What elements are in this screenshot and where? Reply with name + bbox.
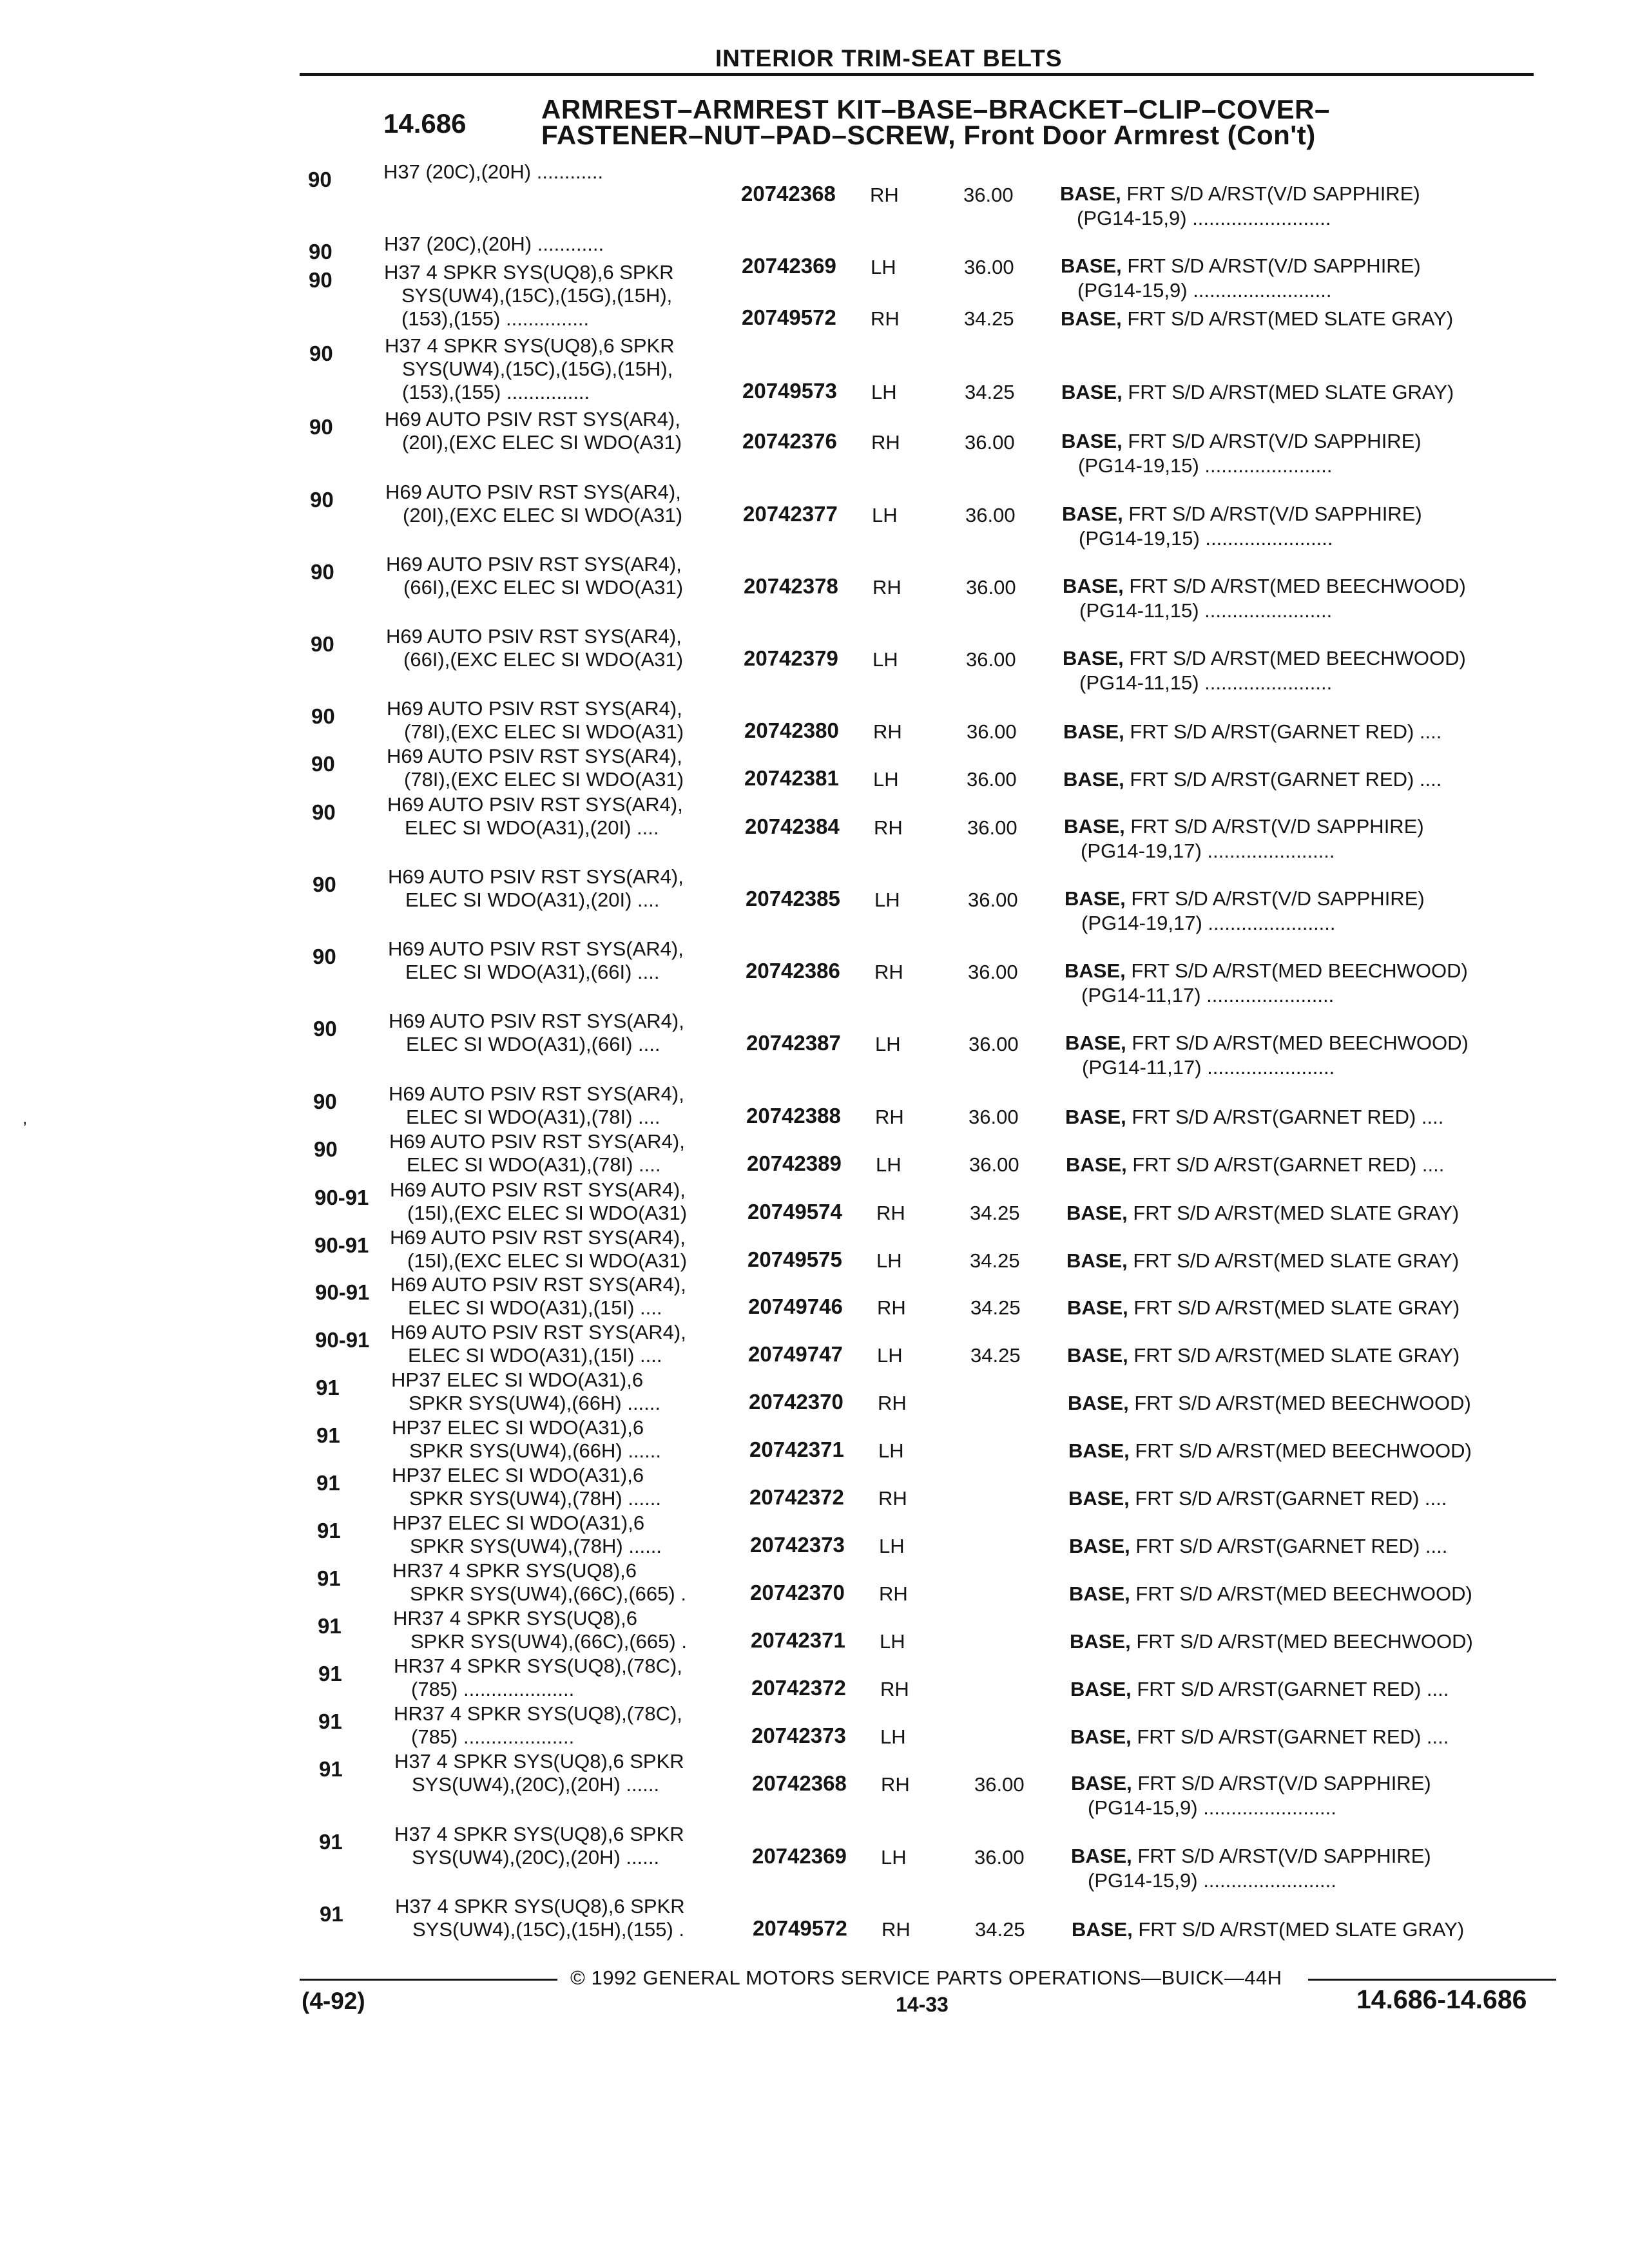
model-year: 91 — [319, 1830, 343, 1854]
side-code: LH — [871, 256, 896, 278]
model-year: 90 — [309, 341, 333, 365]
part-number: 20742373 — [750, 1533, 845, 1557]
part-name-rest: FRT S/D A/RST(V/D SAPPHIRE) — [1125, 887, 1425, 910]
part-name-rest: FRT S/D A/RST(MED SLATE GRAY) — [1122, 381, 1454, 403]
usage-line-1: H69 AUTO PSIV RST SYS(AR4), — [389, 1130, 685, 1153]
part-name-bold: BASE, — [1067, 1296, 1128, 1319]
model-year: 90 — [311, 560, 334, 584]
part-name-bold: BASE, — [1065, 887, 1126, 910]
part-name-rest: FRT S/D A/RST(MED BEECHWOOD) — [1126, 1032, 1469, 1054]
usage-line-2: SYS(UW4),(15C),(15G),(15H), — [401, 284, 673, 307]
part-name-rest: FRT S/D A/RST(MED BEECHWOOD) — [1128, 1392, 1471, 1414]
usage-line-2: (78I),(EXC ELEC SI WDO(A31) — [404, 720, 684, 743]
part-name-rest: FRT S/D A/RST(V/D SAPPHIRE) — [1123, 503, 1422, 525]
part-name-rest: FRT S/D A/RST(GARNET RED) .... — [1131, 1725, 1449, 1748]
part-name-bold: BASE, — [1063, 647, 1124, 669]
part-number: 20742381 — [744, 766, 839, 790]
model-year: 90 — [309, 240, 333, 264]
part-description — [1070, 1629, 1473, 1654]
side-code: RH — [881, 1773, 910, 1796]
usage-line-1: HR37 4 SPKR SYS(UQ8),(78C), — [394, 1702, 682, 1725]
usage-line-2: SPKR SYS(UW4),(66C),(665) . — [410, 1582, 686, 1605]
part-name-bold: BASE, — [1063, 720, 1124, 743]
side-code: LH — [873, 768, 899, 791]
price: 36.00 — [969, 1106, 1019, 1128]
side-code: RH — [870, 184, 899, 206]
model-year: 90 — [311, 704, 335, 728]
part-name-bold: BASE, — [1068, 1487, 1130, 1510]
model-year: 90-91 — [314, 1233, 369, 1257]
side-code: LH — [878, 1439, 904, 1462]
part-name-bold: BASE, — [1060, 182, 1121, 205]
part-name-rest: FRT S/D A/RST(MED BEECHWOOD) — [1125, 959, 1468, 982]
usage-line-2: ELEC SI WDO(A31),(20I) .... — [405, 816, 659, 839]
footer-date-code: (4-92) — [302, 1988, 365, 2014]
part-name-bold: BASE, — [1064, 815, 1125, 838]
usage-line-2: SYS(UW4),(15C),(15G),(15H), — [402, 358, 673, 380]
part-name-rest: FRT S/D A/RST(V/D SAPPHIRE) — [1132, 1772, 1431, 1794]
model-year: 90 — [313, 872, 336, 896]
model-year: 90-91 — [315, 1328, 370, 1352]
usage-line-1: H69 AUTO PSIV RST SYS(AR4), — [390, 1321, 686, 1343]
side-code: LH — [880, 1725, 906, 1748]
usage-line-2: SPKR SYS(UW4),(66H) ...... — [409, 1392, 661, 1414]
price: 36.00 — [968, 889, 1018, 911]
part-name-bold: BASE, — [1068, 1392, 1129, 1414]
price: 36.00 — [966, 648, 1016, 671]
price: 34.25 — [970, 1249, 1020, 1272]
part-name-bold: BASE, — [1065, 959, 1126, 982]
page-title: INTERIOR TRIM-SEAT BELTS — [715, 45, 1063, 72]
side-code: LH — [877, 1344, 903, 1367]
price: 34.25 — [965, 381, 1015, 403]
model-year: 90 — [313, 1090, 337, 1113]
side-code: RH — [879, 1582, 908, 1605]
page-reference: (PG14-19,15) ....................... — [1078, 454, 1333, 477]
page-reference: (PG14-11,15) ....................... — [1079, 599, 1333, 622]
part-description — [1061, 307, 1453, 331]
part-name-bold: BASE, — [1065, 1032, 1126, 1054]
part-number: 20742371 — [751, 1628, 845, 1652]
part-name-rest: FRT S/D A/RST(V/D SAPPHIRE) — [1121, 255, 1421, 277]
model-year: 90-91 — [315, 1280, 370, 1304]
model-year: 91 — [318, 1662, 342, 1686]
part-description — [1068, 1486, 1447, 1511]
usage-line-2: (20I),(EXC ELEC SI WDO(A31) — [402, 431, 682, 454]
model-year: 90-91 — [314, 1186, 369, 1209]
usage-line-1: H37 4 SPKR SYS(UQ8),6 SPKR — [384, 261, 674, 284]
section-title-line2: FASTENER–NUT–PAD–SCREW, Front Door Armrest (Con't) — [541, 120, 1316, 150]
part-description — [1063, 574, 1466, 623]
part-description — [1069, 1534, 1447, 1559]
side-code: LH — [880, 1630, 905, 1653]
part-description — [1067, 1296, 1460, 1320]
page-reference: (PG14-11,15) ....................... — [1079, 671, 1333, 694]
page-reference: (PG14-11,17) ....................... — [1082, 1056, 1335, 1079]
price: 36.00 — [964, 256, 1014, 278]
model-year: 90 — [312, 800, 336, 824]
usage-line-1: HP37 ELEC SI WDO(A31),6 — [392, 1416, 644, 1439]
side-code: RH — [874, 961, 903, 983]
price: 34.25 — [970, 1296, 1021, 1319]
usage-line-1: HR37 4 SPKR SYS(UQ8),6 — [393, 1607, 638, 1629]
usage-line-1: H37 4 SPKR SYS(UQ8),6 SPKR — [395, 1895, 685, 1917]
part-name-bold: BASE, — [1072, 1918, 1133, 1941]
part-number: 20742368 — [752, 1771, 847, 1795]
price: 36.00 — [967, 720, 1017, 743]
usage-line-1: H69 AUTO PSIV RST SYS(AR4), — [390, 1178, 686, 1201]
model-year: 90 — [311, 752, 335, 776]
side-code: RH — [871, 307, 900, 330]
price: 36.00 — [967, 816, 1017, 839]
part-name-rest: FRT S/D A/RST(MED BEECHWOOD) — [1130, 1630, 1473, 1653]
part-number: 20742371 — [749, 1437, 844, 1461]
model-year: 90 — [309, 268, 333, 292]
model-year: 91 — [318, 1709, 342, 1733]
side-code: LH — [876, 1249, 902, 1272]
usage-line-1: H69 AUTO PSIV RST SYS(AR4), — [385, 481, 681, 503]
part-number: 20742379 — [744, 646, 838, 670]
part-description — [1063, 646, 1466, 695]
part-name-bold: BASE, — [1071, 1772, 1132, 1794]
page-reference: (PG14-15,9) ......................... — [1077, 207, 1331, 229]
part-name-rest: FRT S/D A/RST(MED BEECHWOOD) — [1123, 647, 1466, 669]
side-code: RH — [871, 431, 900, 454]
part-number: 20742370 — [750, 1581, 845, 1604]
part-name-bold: BASE, — [1061, 381, 1123, 403]
usage-line-1: HP37 ELEC SI WDO(A31),6 — [391, 1369, 644, 1391]
part-number: 20742370 — [749, 1390, 843, 1414]
usage-line-2: (15I),(EXC ELEC SI WDO(A31) — [407, 1249, 688, 1272]
side-code: RH — [876, 1202, 905, 1224]
price: 36.00 — [965, 504, 1016, 526]
scan-mark: , — [23, 1108, 28, 1128]
model-year: 91 — [318, 1614, 342, 1638]
usage-line-1: H37 (20C),(20H) ............ — [384, 233, 604, 255]
price: 36.00 — [967, 768, 1017, 791]
part-name-bold: BASE, — [1067, 1344, 1128, 1367]
part-number: 20742389 — [747, 1151, 842, 1175]
model-year: 90 — [313, 945, 336, 968]
part-name-rest: FRT S/D A/RST(MED SLATE GRAY) — [1121, 307, 1454, 330]
usage-line-1: H69 AUTO PSIV RST SYS(AR4), — [387, 745, 682, 767]
part-name-rest: FRT S/D A/RST(GARNET RED) .... — [1129, 1487, 1447, 1510]
usage-line-3: (153),(155) ............... — [402, 381, 590, 403]
side-code: RH — [874, 816, 903, 839]
usage-line-1: H69 AUTO PSIV RST SYS(AR4), — [386, 625, 682, 648]
model-year: 90 — [311, 632, 334, 656]
footer-section-range: 14.686-14.686 — [1356, 1984, 1527, 2014]
usage-line-2: ELEC SI WDO(A31),(20I) .... — [405, 889, 660, 911]
usage-line-2: (15I),(EXC ELEC SI WDO(A31) — [407, 1202, 688, 1224]
part-number: 20749572 — [753, 1916, 847, 1940]
part-number: 20742369 — [752, 1844, 847, 1868]
part-number: 20749572 — [742, 305, 836, 329]
usage-line-2: (78I),(EXC ELEC SI WDO(A31) — [404, 768, 684, 791]
price: 36.00 — [968, 961, 1018, 983]
side-code: RH — [878, 1487, 907, 1510]
part-name-rest: FRT S/D A/RST(MED SLATE GRAY) — [1128, 1344, 1460, 1367]
model-year: 91 — [320, 1902, 343, 1926]
part-name-bold: BASE, — [1061, 255, 1122, 277]
side-code: LH — [874, 889, 900, 911]
usage-line-1: H37 4 SPKR SYS(UQ8),6 SPKR — [394, 1823, 684, 1845]
side-code: LH — [876, 1153, 901, 1176]
part-name-rest: FRT S/D A/RST(V/D SAPPHIRE) — [1122, 430, 1422, 452]
section-number: 14.686 — [383, 108, 467, 139]
usage-line-2: (66I),(EXC ELEC SI WDO(A31) — [403, 576, 684, 599]
price: 36.00 — [969, 1033, 1019, 1055]
part-name-bold: BASE, — [1063, 575, 1124, 597]
part-name-bold: BASE, — [1069, 1582, 1130, 1605]
usage-line-2: SPKR SYS(UW4),(78H) ...... — [410, 1535, 662, 1557]
usage-line-1: H37 4 SPKR SYS(UQ8),6 SPKR — [385, 334, 675, 357]
part-name-rest: FRT S/D A/RST(MED SLATE GRAY) — [1128, 1296, 1460, 1319]
usage-line-1: HP37 ELEC SI WDO(A31),6 — [392, 1464, 644, 1486]
header-rule — [300, 73, 1534, 76]
price: 36.00 — [965, 431, 1015, 454]
side-code: LH — [872, 648, 898, 671]
part-name-rest: FRT S/D A/RST(MED BEECHWOOD) — [1130, 1582, 1472, 1605]
part-name-rest: FRT S/D A/RST(GARNET RED) .... — [1130, 1535, 1448, 1557]
usage-line-1: H69 AUTO PSIV RST SYS(AR4), — [390, 1273, 686, 1296]
usage-line-1: H69 AUTO PSIV RST SYS(AR4), — [385, 408, 680, 430]
price: 36.00 — [966, 576, 1016, 599]
side-code: RH — [880, 1678, 909, 1700]
side-code: RH — [872, 576, 901, 599]
part-name-bold: BASE, — [1066, 1153, 1127, 1176]
part-number: 20742372 — [749, 1485, 844, 1509]
part-number: 20749575 — [747, 1247, 842, 1271]
part-description — [1068, 1439, 1472, 1463]
part-description — [1060, 182, 1420, 231]
part-description — [1061, 429, 1422, 478]
usage-line-2: SPKR SYS(UW4),(66H) ...... — [409, 1439, 662, 1462]
part-number: 20742387 — [746, 1031, 841, 1055]
part-name-rest: FRT S/D A/RST(MED SLATE GRAY) — [1132, 1918, 1465, 1941]
part-number: 20742368 — [741, 182, 836, 206]
price: 36.00 — [969, 1153, 1019, 1176]
part-description — [1064, 814, 1424, 863]
part-name-rest: FRT S/D A/RST(GARNET RED) .... — [1126, 1153, 1445, 1176]
part-description — [1069, 1582, 1472, 1606]
part-number: 20742385 — [746, 887, 840, 910]
part-name-rest: FRT S/D A/RST(MED BEECHWOOD) — [1129, 1439, 1472, 1462]
part-description — [1065, 959, 1468, 1008]
page-reference: (PG14-19,15) ....................... — [1079, 527, 1333, 550]
footer-page-number: 14-33 — [896, 1993, 949, 2016]
part-name-rest: FRT S/D A/RST(MED SLATE GRAY) — [1127, 1249, 1460, 1272]
part-description — [1071, 1771, 1431, 1820]
usage-line-2: SPKR SYS(UW4),(78H) ...... — [409, 1487, 662, 1510]
part-name-bold: BASE, — [1066, 1249, 1128, 1272]
footer-rule-left — [300, 1979, 557, 1981]
part-description — [1061, 254, 1421, 303]
usage-line-2: (785) .................... — [411, 1725, 575, 1748]
side-code: LH — [879, 1535, 905, 1557]
page-reference: (PG14-15,9) ......................... — [1077, 279, 1332, 302]
part-name-rest: FRT S/D A/RST(GARNET RED) .... — [1124, 720, 1442, 743]
usage-line-3: (153),(155) ............... — [401, 307, 590, 330]
usage-line-1: H37 (20C),(20H) ............ — [383, 160, 604, 183]
model-year: 90 — [313, 1017, 337, 1041]
usage-line-1: H69 AUTO PSIV RST SYS(AR4), — [387, 697, 682, 720]
usage-line-2: (20I),(EXC ELEC SI WDO(A31) — [403, 504, 683, 526]
part-description — [1070, 1725, 1449, 1749]
usage-line-1: HR37 4 SPKR SYS(UQ8),(78C), — [394, 1655, 682, 1677]
side-code: RH — [875, 1106, 904, 1128]
usage-line-1: H69 AUTO PSIV RST SYS(AR4), — [389, 1082, 684, 1105]
price: 34.25 — [970, 1344, 1021, 1367]
part-description — [1070, 1677, 1449, 1702]
model-year: 91 — [316, 1423, 340, 1447]
page-reference: (PG14-19,17) ....................... — [1081, 912, 1336, 934]
side-code: RH — [882, 1918, 911, 1941]
side-code: LH — [881, 1846, 907, 1869]
part-description — [1067, 1343, 1460, 1368]
usage-line-2: SPKR SYS(UW4),(66C),(665) . — [410, 1630, 687, 1653]
part-name-bold: BASE, — [1061, 430, 1123, 452]
part-name-bold: BASE, — [1071, 1845, 1132, 1867]
part-number: 20742372 — [751, 1676, 846, 1700]
part-name-bold: BASE, — [1065, 1106, 1126, 1128]
price: 36.00 — [974, 1846, 1025, 1869]
part-description — [1063, 720, 1441, 744]
usage-line-1: H69 AUTO PSIV RST SYS(AR4), — [388, 865, 684, 888]
usage-line-2: ELEC SI WDO(A31),(66I) .... — [406, 1033, 660, 1055]
part-description — [1066, 1153, 1444, 1177]
model-year: 91 — [317, 1519, 341, 1542]
side-code: LH — [871, 381, 897, 403]
usage-line-1: H69 AUTO PSIV RST SYS(AR4), — [386, 553, 682, 575]
price: 34.25 — [970, 1202, 1020, 1224]
side-code: RH — [878, 1392, 907, 1414]
price: 34.25 — [975, 1918, 1025, 1941]
part-name-bold: BASE, — [1061, 307, 1122, 330]
part-description — [1066, 1249, 1459, 1273]
usage-line-2: ELEC SI WDO(A31),(78I) .... — [406, 1106, 660, 1128]
part-number: 20742369 — [742, 254, 836, 278]
part-name-bold: BASE, — [1066, 1202, 1128, 1224]
usage-line-1: HP37 ELEC SI WDO(A31),6 — [392, 1512, 645, 1534]
model-year: 91 — [316, 1376, 340, 1399]
usage-line-1: H69 AUTO PSIV RST SYS(AR4), — [389, 1010, 684, 1032]
usage-line-2: ELEC SI WDO(A31),(15I) .... — [408, 1344, 662, 1367]
part-name-bold: BASE, — [1068, 1439, 1130, 1462]
usage-line-2: SYS(UW4),(15C),(15H),(155) . — [412, 1918, 685, 1941]
part-number: 20749746 — [748, 1294, 843, 1318]
part-number: 20742377 — [743, 502, 838, 526]
model-year: 90 — [314, 1137, 338, 1161]
part-description — [1061, 380, 1454, 405]
usage-line-2: SYS(UW4),(20C),(20H) ...... — [412, 1846, 660, 1869]
part-name-rest: FRT S/D A/RST(MED SLATE GRAY) — [1127, 1202, 1460, 1224]
side-code: LH — [872, 504, 898, 526]
part-name-rest: FRT S/D A/RST(GARNET RED) .... — [1131, 1678, 1449, 1700]
part-name-bold: BASE, — [1062, 503, 1123, 525]
part-number: 20742380 — [744, 718, 839, 742]
usage-line-1: HR37 4 SPKR SYS(UQ8),6 — [392, 1559, 637, 1582]
model-year: 91 — [319, 1757, 343, 1781]
usage-line-2: (785) .................... — [411, 1678, 575, 1700]
part-name-bold: BASE, — [1070, 1725, 1132, 1748]
usage-line-1: H69 AUTO PSIV RST SYS(AR4), — [390, 1226, 686, 1249]
usage-line-2: ELEC SI WDO(A31),(78I) .... — [407, 1153, 661, 1176]
part-description — [1065, 1031, 1469, 1080]
page-reference: (PG14-11,17) ....................... — [1081, 984, 1335, 1006]
usage-line-2: ELEC SI WDO(A31),(15I) .... — [408, 1296, 662, 1319]
model-year: 91 — [317, 1566, 341, 1590]
model-year: 91 — [316, 1471, 340, 1495]
usage-line-2: SYS(UW4),(20C),(20H) ...... — [412, 1773, 660, 1796]
part-number: 20742378 — [744, 574, 838, 598]
model-year: 90 — [310, 488, 334, 512]
side-code: LH — [875, 1033, 901, 1055]
part-name-bold: BASE, — [1069, 1535, 1130, 1557]
model-year: 90 — [309, 415, 333, 439]
part-number: 20742388 — [746, 1104, 841, 1128]
part-number: 20749573 — [742, 379, 837, 403]
page-reference: (PG14-19,17) ....................... — [1081, 840, 1335, 862]
part-number: 20749747 — [748, 1342, 843, 1366]
usage-line-1: H69 AUTO PSIV RST SYS(AR4), — [388, 937, 684, 960]
usage-line-2: (66I),(EXC ELEC SI WDO(A31) — [403, 648, 684, 671]
model-year: 90 — [308, 168, 332, 191]
part-description — [1066, 1201, 1459, 1225]
part-name-bold: BASE, — [1063, 768, 1124, 791]
price: 34.25 — [964, 307, 1014, 330]
part-description — [1068, 1391, 1471, 1416]
part-name-rest: FRT S/D A/RST(V/D SAPPHIRE) — [1121, 182, 1420, 205]
part-number: 20742376 — [742, 429, 837, 453]
part-description — [1063, 767, 1441, 792]
section-title-line1: ARMREST–ARMREST KIT–BASE–BRACKET–CLIP–COVER– — [541, 94, 1330, 124]
part-name-bold: BASE, — [1070, 1630, 1131, 1653]
part-number: 20742373 — [751, 1724, 846, 1747]
usage-line-2: ELEC SI WDO(A31),(66I) .... — [405, 961, 660, 983]
footer-rule-right — [1308, 1979, 1556, 1981]
page-reference: (PG14-15,9) ........................ — [1088, 1869, 1336, 1892]
part-description — [1062, 502, 1422, 551]
part-description — [1065, 887, 1425, 936]
part-name-rest: FRT S/D A/RST(V/D SAPPHIRE) — [1124, 815, 1424, 838]
side-code: RH — [877, 1296, 906, 1319]
usage-line-1: H37 4 SPKR SYS(UQ8),6 SPKR — [394, 1750, 684, 1773]
side-code: RH — [873, 720, 902, 743]
part-name-rest: FRT S/D A/RST(V/D SAPPHIRE) — [1132, 1845, 1431, 1867]
part-number: 20742386 — [746, 959, 840, 983]
part-name-bold: BASE, — [1070, 1678, 1132, 1700]
part-description — [1072, 1917, 1464, 1942]
price: 36.00 — [963, 184, 1014, 206]
page-reference: (PG14-15,9) ........................ — [1088, 1796, 1336, 1819]
part-description — [1071, 1844, 1431, 1893]
price: 36.00 — [974, 1773, 1025, 1796]
part-name-rest: FRT S/D A/RST(GARNET RED) .... — [1124, 768, 1442, 791]
part-number: 20742384 — [745, 814, 840, 838]
part-name-rest: FRT S/D A/RST(MED BEECHWOOD) — [1123, 575, 1466, 597]
part-name-rest: FRT S/D A/RST(GARNET RED) .... — [1126, 1106, 1444, 1128]
part-description — [1065, 1105, 1443, 1129]
footer-copyright: © 1992 GENERAL MOTORS SERVICE PARTS OPERATIONS—BUICK—44H — [570, 1966, 1282, 1989]
usage-line-1: H69 AUTO PSIV RST SYS(AR4), — [387, 793, 683, 816]
section-title — [541, 94, 1330, 150]
part-number: 20749574 — [747, 1200, 842, 1224]
